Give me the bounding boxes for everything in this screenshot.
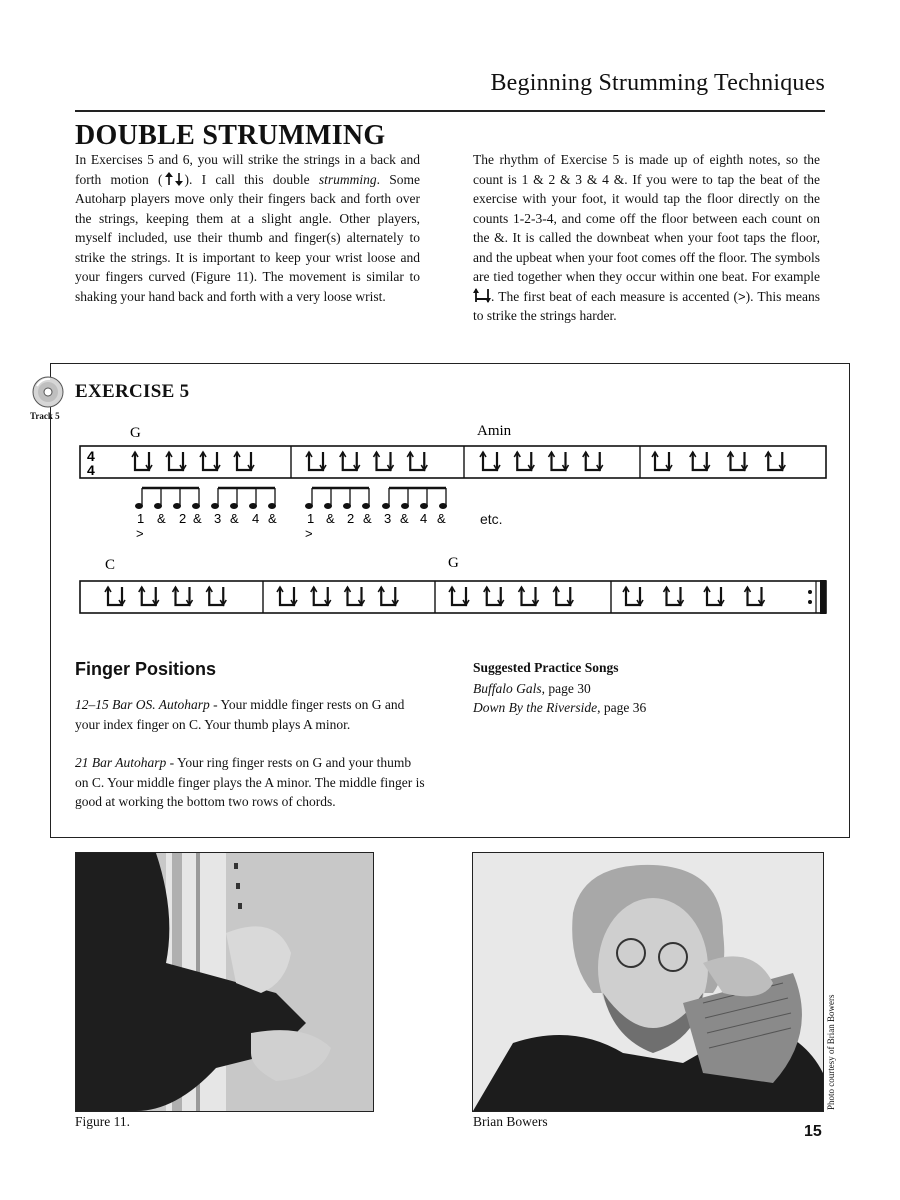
- accent-mark: >: [136, 526, 144, 541]
- eighth-notes: [135, 488, 447, 509]
- count-label: &: [437, 511, 446, 526]
- staff-line-2: [80, 580, 826, 614]
- chord-label: G: [448, 555, 459, 571]
- count-labels-b: [307, 511, 446, 526]
- accent-mark: >: [738, 288, 746, 304]
- autoharp-model-12-15: 12–15 Bar OS. Autoharp: [75, 697, 210, 712]
- chord-label: C: [105, 557, 116, 573]
- page-number: 15: [804, 1123, 822, 1140]
- practice-song-item[interactable]: [473, 698, 646, 717]
- count-label: &: [363, 511, 372, 526]
- finger-positions-paragraph-2: [75, 753, 425, 812]
- accent-mark: >: [305, 526, 313, 541]
- figure-11-photo: [75, 852, 374, 1112]
- exercise-title: EXERCISE 5: [75, 381, 190, 402]
- count-label: 1: [307, 511, 315, 526]
- rhythm-text-3: ). This means to strike the strings harder.: [473, 288, 820, 323]
- intro-text-1: In Exercises 5 and 6, you will strike the strings in a back and forth motion (: [75, 152, 420, 187]
- track-label: Track 5: [30, 411, 60, 421]
- brian-bowers-photo: [472, 852, 824, 1112]
- count-label: 4: [252, 511, 260, 526]
- time-signature-bottom: 4: [87, 462, 95, 478]
- autoharp-model-21: 21 Bar Autoharp: [75, 755, 167, 770]
- song-title: Down By the Riverside: [473, 700, 598, 715]
- count-label: 2: [179, 511, 187, 526]
- chord-label: G: [130, 425, 141, 441]
- finger-positions-paragraph-1: [75, 695, 425, 734]
- count-label: &: [230, 511, 239, 526]
- rhythm-text-2: . The first beat of each measure is accented (: [491, 288, 739, 304]
- count-label: 2: [347, 511, 355, 526]
- time-signature-top: 4: [87, 448, 95, 464]
- finger-positions-text-1: - Your middle finger rests on G and your index finger on C. Your thumb plays A minor.: [75, 697, 405, 732]
- chord-label: Amin: [477, 423, 512, 439]
- count-label: &: [157, 511, 166, 526]
- rhythm-text-1: The rhythm of Exercise 5 is made up of eighth notes, so the count is 1 & 2 & 3 & 4 &. If you were to tap the beat of the exercise with your foot, it would tap the floor directly on the counts 1-2-3-4, and come off the floor between each count on the &. It is called the downbeat when your foot taps the floor, and the upbeat when your foot comes off the floor. The symbols are tied together when they occur within one beat. For example: [473, 152, 820, 284]
- count-label: 1: [137, 511, 145, 526]
- count-label: &: [268, 511, 277, 526]
- staff-line-1: [80, 446, 826, 478]
- count-label: &: [326, 511, 335, 526]
- count-labels-a: [137, 511, 277, 526]
- song-page: , page 36: [597, 700, 647, 715]
- count-label: 3: [214, 511, 222, 526]
- intro-emphasis: strumming: [318, 171, 377, 187]
- strum-symbols: [132, 452, 785, 470]
- count-label: 4: [420, 511, 428, 526]
- practice-songs-title: Suggested Practice Songs: [473, 660, 619, 675]
- photo-credit: Photo courtesy of Brian Bowers: [826, 994, 836, 1110]
- practice-song-item[interactable]: [473, 679, 591, 698]
- count-label: &: [193, 511, 202, 526]
- photo-caption: Brian Bowers: [473, 1114, 548, 1129]
- finger-positions-text-2: - Your ring finger rests on G and your thumb on C. Your middle finger plays the A minor. The middle finger is good at working the bottom two rows of chords.: [75, 755, 425, 809]
- song-title: Buffalo Gals: [473, 681, 542, 696]
- running-header: Beginning Strumming Techniques: [490, 70, 825, 96]
- intro-text-2: ). I call this double: [184, 171, 319, 187]
- count-label: 3: [384, 511, 392, 526]
- etc-label: etc.: [480, 511, 503, 527]
- count-label: &: [400, 511, 409, 526]
- figure-11-caption: Figure 11.: [75, 1114, 130, 1129]
- intro-text-3: . Some Autoharp players move only their fingers back and forth over the strings, keeping them at a slight angle. Other players, myself included, use their thumb and finger(s) alternately to strike the strings. It is important to keep your wrist loose and your fingers curved (Figure 11). The movement is similar to shaking your hand back and forth with a very loose wrist.: [75, 171, 420, 304]
- finger-positions-title: Finger Positions: [75, 659, 217, 679]
- song-page: , page 30: [541, 681, 591, 696]
- section-title: DOUBLE STRUMMING: [75, 120, 386, 151]
